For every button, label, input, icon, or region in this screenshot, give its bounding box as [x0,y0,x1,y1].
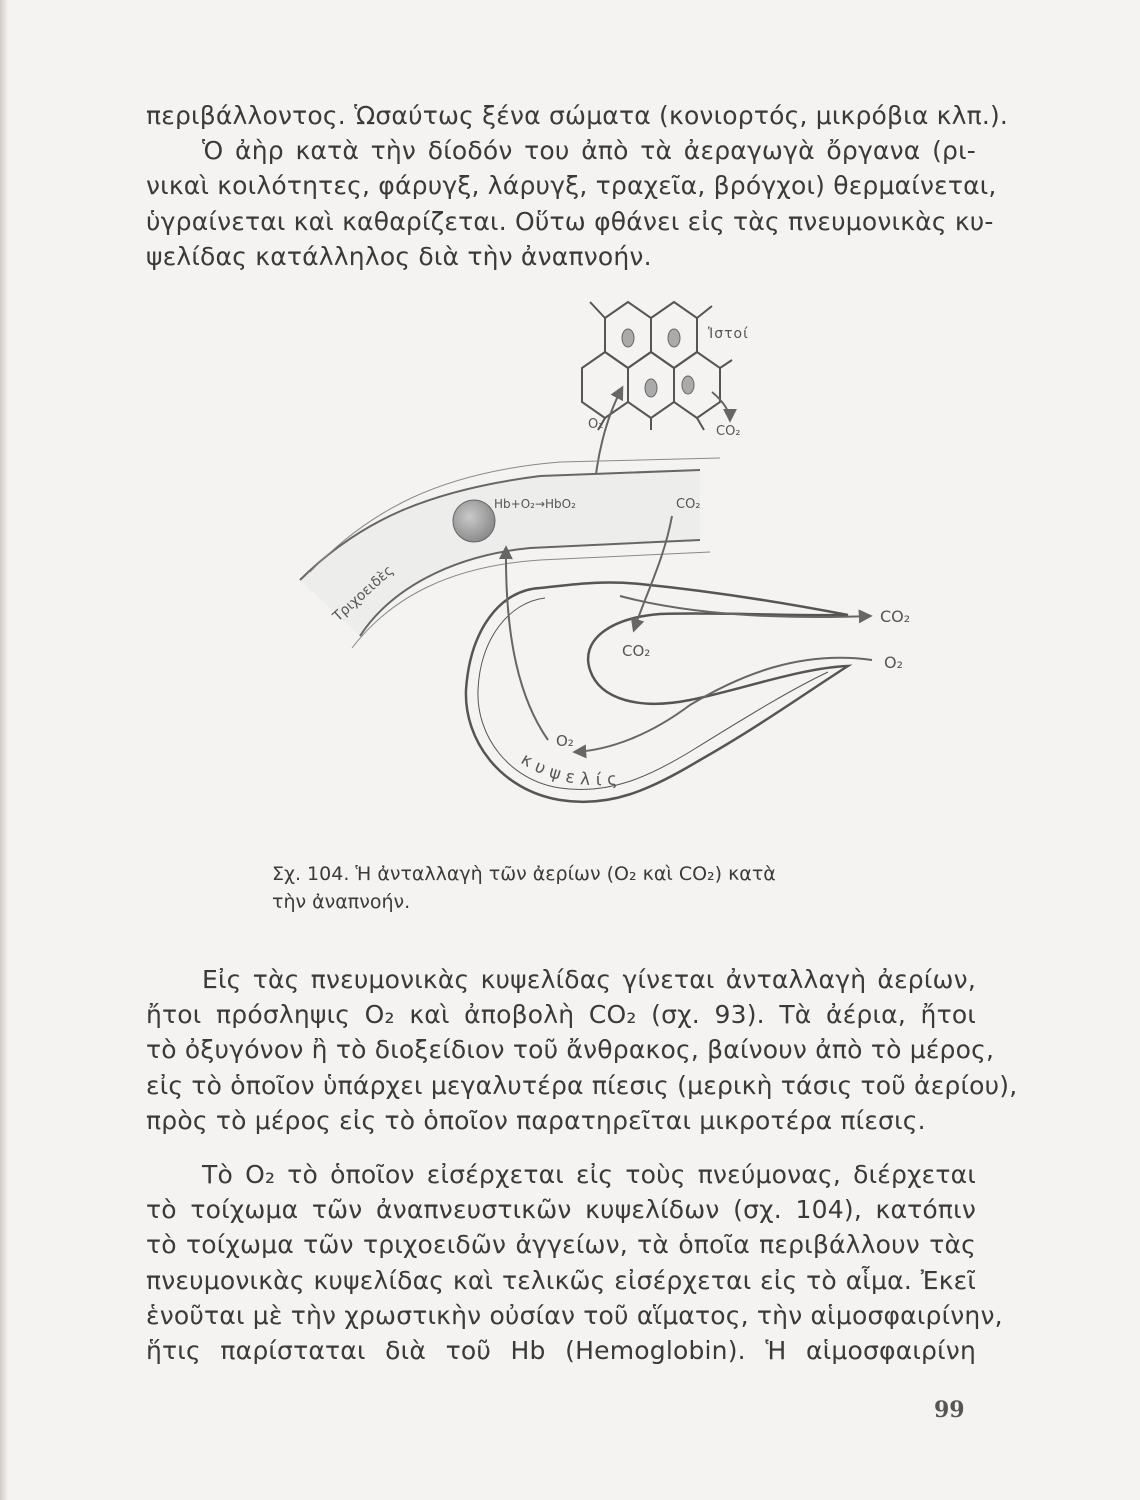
text-line: τὸ ὀξυγόνον ἢ τὸ διοξείδιον τοῦ ἄνθρακος, βαίνουν ἀπὸ τὸ μέρος, [146,1035,995,1065]
text-line: τὸ τοίχωμα τῶν ἀναπνευστικῶν κυψελίδων (σχ. 104), κατόπιν [146,1195,976,1225]
text-line: ψελίδας κατάλληλος διὰ τὴν ἀναπνοήν. [146,241,652,271]
o2-tissue-label: O₂ [588,417,604,432]
page-number: 99 [934,1397,965,1423]
hb-reaction-label: Hb+O₂→HbO₂ [494,497,576,511]
text-line: ἥτις παρίσταται διὰ τοῦ Hb (Hemoglobin). Ἡ αἱμοσφαιρίνη [146,1336,976,1366]
text-line: ὑγραίνεται καὶ καθαρίζεται. Οὕτω φθάνει εἰς τὰς πνευμονικὰς κυ- [146,206,994,236]
red-blood-cell [453,500,495,542]
cell-nuclei [622,329,694,397]
caption-line: Σχ. 104. Ἡ ἀνταλλαγὴ τῶν ἀερίων (O₂ καὶ CO₂) κατὰ [272,863,776,885]
co2-out-label: CO₂ [880,607,911,626]
o2-alveolus-label: O₂ [556,732,574,750]
o2-to-capillary-arrow [506,548,548,740]
figure-caption [272,860,912,916]
text-line: Τὸ O₂ τὸ ὁποῖον εἰσέρχεται εἰς τοὺς πνεύμονας, διέρχεται [202,1160,976,1189]
text-line: νικαὶ κοιλότητες, φάρυγξ, λάρυγξ, τραχεῖα, βρόγχοι) θερμαίνεται, [146,171,997,201]
text-line: Ὁ ἀὴρ κατὰ τὴν δίοδόν του ἀπὸ τὰ ἀεραγωγὰ ὄργανα (ρι- [202,136,976,166]
text-line: πρὸς τὸ μέρος εἰς τὸ ὁποῖον παρατηρεῖται μικροτέρα πίεσις. [146,1105,926,1135]
capillary-label: Τριχοειδὲς [329,562,397,625]
text-line: ἑνοῦται μὲ τὴν χρωστικὴν οὐσίαν τοῦ αἵματος, τὴν αἱμοσφαιρίνην, [146,1300,1003,1330]
text-line: πνευμονικὰς κυψελίδας καὶ τελικῶς εἰσέρχεται εἰς τὸ αἷμα. Ἐκεῖ [146,1265,976,1295]
paragraph-oxygen-path [146,1157,1003,1368]
tissue-cells [582,302,732,430]
text-line: περιβάλλοντος. Ὡσαύτως ξένα σώματα (κονιορτός, μικρόβια κλπ.). [146,101,1009,130]
caption-line: τὴν ἀναπνοήν. [272,891,411,913]
o2-in-label: O₂ [884,653,904,672]
co2-tissue-label: CO₂ [716,424,741,439]
co2-capillary-label: CO₂ [676,497,701,512]
co2-alveolus-label: CO₂ [622,642,651,660]
paragraph-gas-exchange [146,962,1018,1138]
text-line: τὸ τοίχωμα τῶν τριχοειδῶν ἀγγείων, τὰ ὁποῖα περιβάλλουν τὰς [146,1230,976,1260]
tissues-label: Ἱστοί [708,326,749,342]
text-line: Εἰς τὰς πνευμονικὰς κυψελίδας γίνεται ἀνταλλαγὴ ἀερίων, [202,965,976,994]
text-line: ἤτοι πρόσληψις O₂ καὶ ἀποβολὴ CO₂ (σχ. 93). Τὰ ἀέρια, ἤτοι [146,1000,976,1030]
alveolus-label-text: κυψελίς [517,749,625,791]
text-line: εἰς τὸ ὁποῖον ὑπάρχει μεγαλυτέρα πίεσις (μερικὴ τάσις τοῦ ἀερίου), [146,1070,1018,1100]
alveolus-label [517,749,624,790]
